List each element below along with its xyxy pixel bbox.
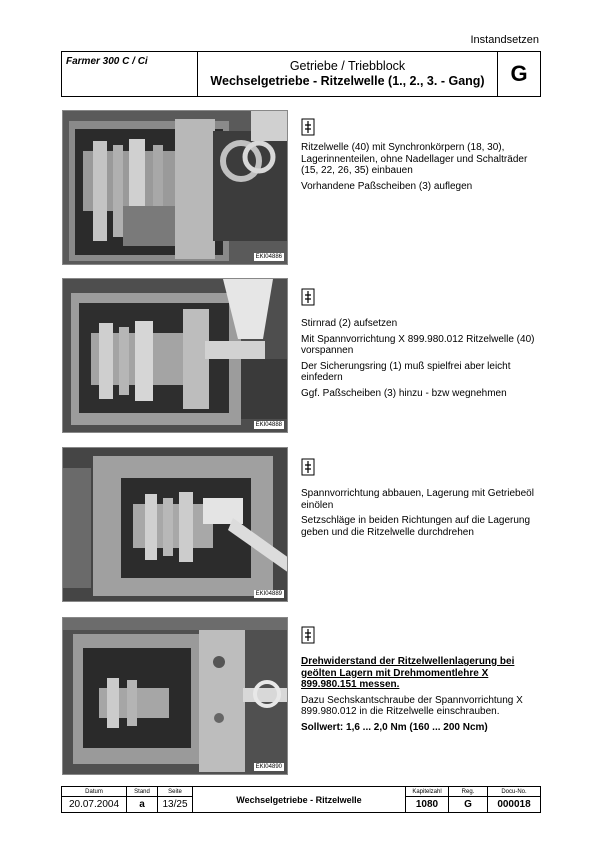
gearbox-photo-4	[63, 618, 288, 775]
gearbox-photo-1	[63, 111, 288, 265]
step-text: Setzschläge in beiden Richtungen auf die Lagerung geben und die Ritzelwelle durchdrehen	[301, 515, 531, 538]
group-letter: G	[510, 61, 528, 86]
label-reg: Reg.	[449, 787, 488, 797]
step-1-photo	[62, 110, 288, 265]
step-2-text	[301, 288, 541, 403]
label-datum: Datum	[62, 787, 127, 797]
section-label: Instandsetzen	[470, 34, 539, 46]
title-line-2: Wechselgetriebe - Ritzelwelle (1., 2., 3. - Gang)	[210, 74, 485, 88]
gearbox-photo-3	[63, 448, 288, 602]
tool-icon	[301, 288, 319, 310]
model-name: Farmer 300 C / Ci	[62, 52, 198, 96]
label-kapitelzahl: Kapitelzahl	[406, 787, 449, 797]
nominal-value: Sollwert: 1,6 ... 2,0 Nm (160 ... 200 Ncm)	[301, 721, 488, 733]
tool-icon	[301, 626, 319, 648]
step-1-text	[301, 118, 541, 196]
photo-code: EKI04886	[255, 254, 282, 260]
step-text: Ggf. Paßscheiben (3) hinzu - bzw wegnehmen	[301, 387, 507, 399]
step-text: Spannvorrichtung abbauen, Lagerung mit Getriebeöl einölen	[301, 488, 534, 511]
step-4-text	[301, 626, 541, 737]
label-docu: Docu-No.	[488, 787, 541, 797]
step-text: Der Sicherungsring (1) muß spielfrei aber leicht einfedern	[301, 360, 511, 383]
photo-code: EKI04889	[255, 591, 282, 597]
footer-table	[61, 786, 541, 813]
step-3-photo	[62, 447, 288, 602]
value-kapitelzahl: 1080	[406, 797, 449, 813]
photo-code: EKI04890	[255, 764, 282, 770]
step-text: Dazu Sechskantschraube der Spannvorrichtung X 899.980.012 in die Ritzelwelle einschrauben.	[301, 694, 523, 717]
step-heading: Drehwiderstand der Ritzelwellenlagerung bei geölten Lagern mit Drehmomentlehre X 899.980.151 messen.	[301, 656, 515, 690]
step-text: Ritzelwelle (40) mit Synchronkörpern (18, 30), Lagerinnenteilen, ohne Nadellager und Schalträder (15, 22, 26, 35) einbauen	[301, 142, 528, 176]
step-3-text	[301, 458, 541, 542]
step-text: Mit Spannvorrichtung X 899.980.012 Ritzelwelle (40) vorspannen	[301, 333, 535, 356]
step-text: Stirnrad (2) aufsetzen	[301, 318, 398, 329]
value-docu: 000018	[488, 797, 541, 813]
title-block	[198, 52, 498, 96]
value-datum: 20.07.2004	[62, 797, 127, 813]
tool-icon	[301, 118, 319, 140]
step-4-photo	[62, 617, 288, 775]
header-box	[61, 51, 541, 97]
value-reg: G	[449, 797, 488, 813]
step-text: Vorhandene Paßscheiben (3) auflegen	[301, 180, 473, 192]
tool-icon	[301, 458, 319, 480]
value-seite: 13/25	[158, 797, 193, 813]
label-stand: Stand	[127, 787, 158, 797]
label-seite: Seite	[158, 787, 193, 797]
photo-code: EKI04888	[255, 422, 282, 428]
title-line-1: Getriebe / Triebblock	[289, 59, 406, 73]
value-stand: a	[127, 797, 158, 813]
step-2-photo	[62, 278, 288, 433]
footer-title: Wechselgetriebe - Ritzelwelle	[193, 787, 406, 813]
gearbox-photo-2	[63, 279, 288, 433]
